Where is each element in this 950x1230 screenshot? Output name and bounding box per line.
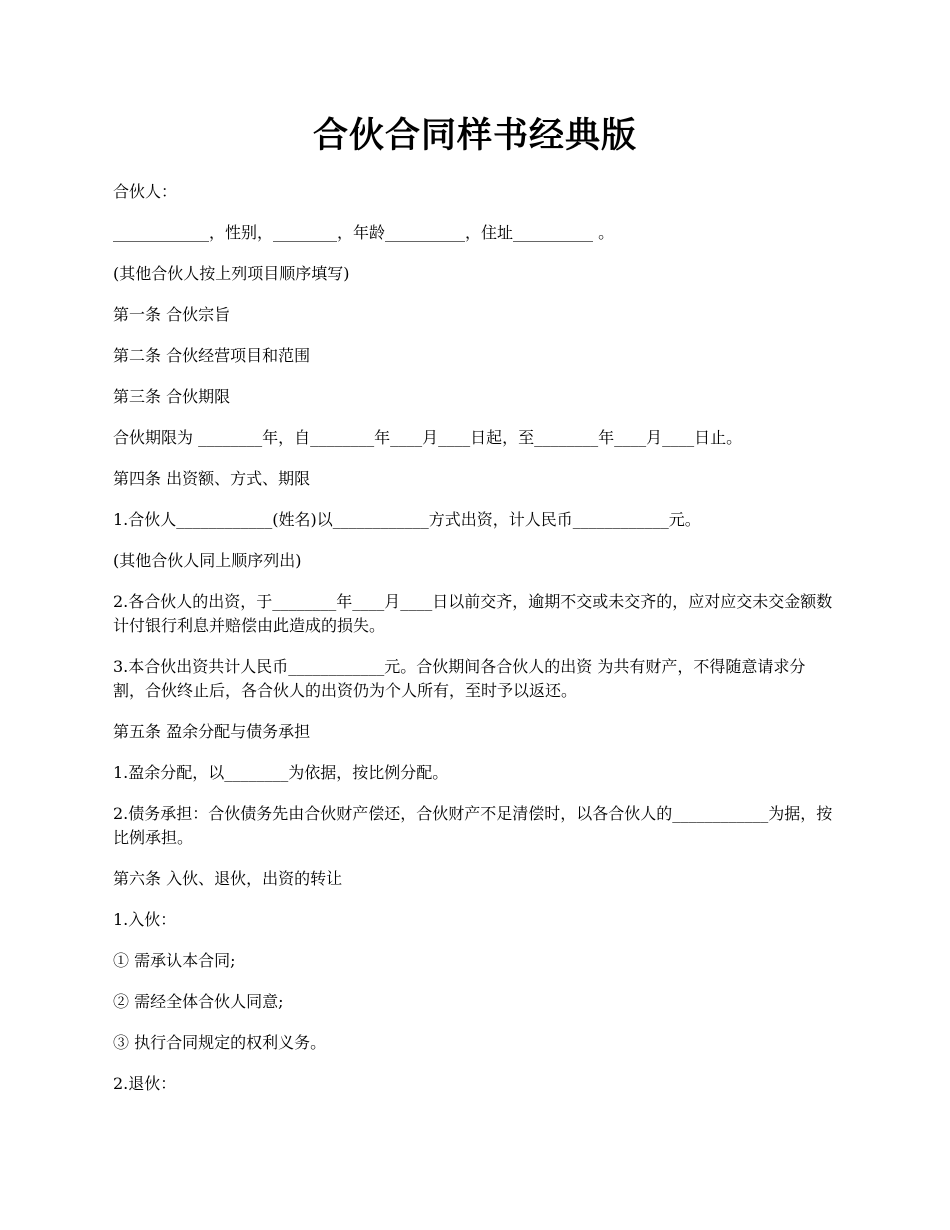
contribution-clause-2: 2.各合伙人的出资，于________年____月____日以前交齐，逾期不交或未交齐的，应对应交未交金额数计付银行利息并赔偿由此造成的损失。 [113,592,833,635]
contribution-clause-1: 1.合伙人____________(姓名)以____________方式出资，计人民币____________元。 [113,510,701,529]
article-4-heading: 第四条 出资额、方式、期限 [113,469,311,488]
withdrawal-heading: 2.退伙： [113,1074,177,1093]
article-6-heading: 第六条 入伙、退伙，出资的转让 [113,869,343,888]
joining-heading: 1.入伙： [113,910,177,929]
profit-distribution-clause: 1.盈余分配，以________为依据，按比例分配。 [113,763,449,782]
joining-item-2: ② 需经全体合伙人同意; [113,992,284,1011]
contribution-clause-3: 3.本合伙出资共计人民币____________元。合伙期间各合伙人的出资 为共有财产，不得随意请求分割，合伙终止后，各合伙人的出资仍为个人所有，至时予以返还。 [113,657,806,700]
joining-item-3: ③ 执行合同规定的权利义务。 [113,1033,327,1052]
partner-info-line: ____________，性别，________，年龄__________，住址__________ 。 [113,223,615,242]
joining-item-1: ① 需承认本合同; [113,951,236,970]
article-5-heading: 第五条 盈余分配与债务承担 [113,722,311,741]
other-partners-note: (其他合伙人按上列项目顺序填写) [113,264,350,283]
partner-label: 合伙人： [113,182,178,201]
article-1-heading: 第一条 合伙宗旨 [113,305,231,324]
article-3-heading: 第三条 合伙期限 [113,387,231,406]
contribution-note: (其他合伙人同上顺序列出) [113,551,302,570]
document-body [113,180,837,1113]
article-2-heading: 第二条 合伙经营项目和范围 [113,346,311,365]
partnership-term-line: 合伙期限为 ________年，自________年____月____日起，至________年____月____日止。 [113,428,743,447]
document-title: 合伙合同样书经典版 [312,116,637,156]
debt-clause: 2.债务承担：合伙债务先由合伙财产偿还，合伙财产不足清偿时，以各合伙人的____________为据，按比例承担。 [113,804,833,847]
